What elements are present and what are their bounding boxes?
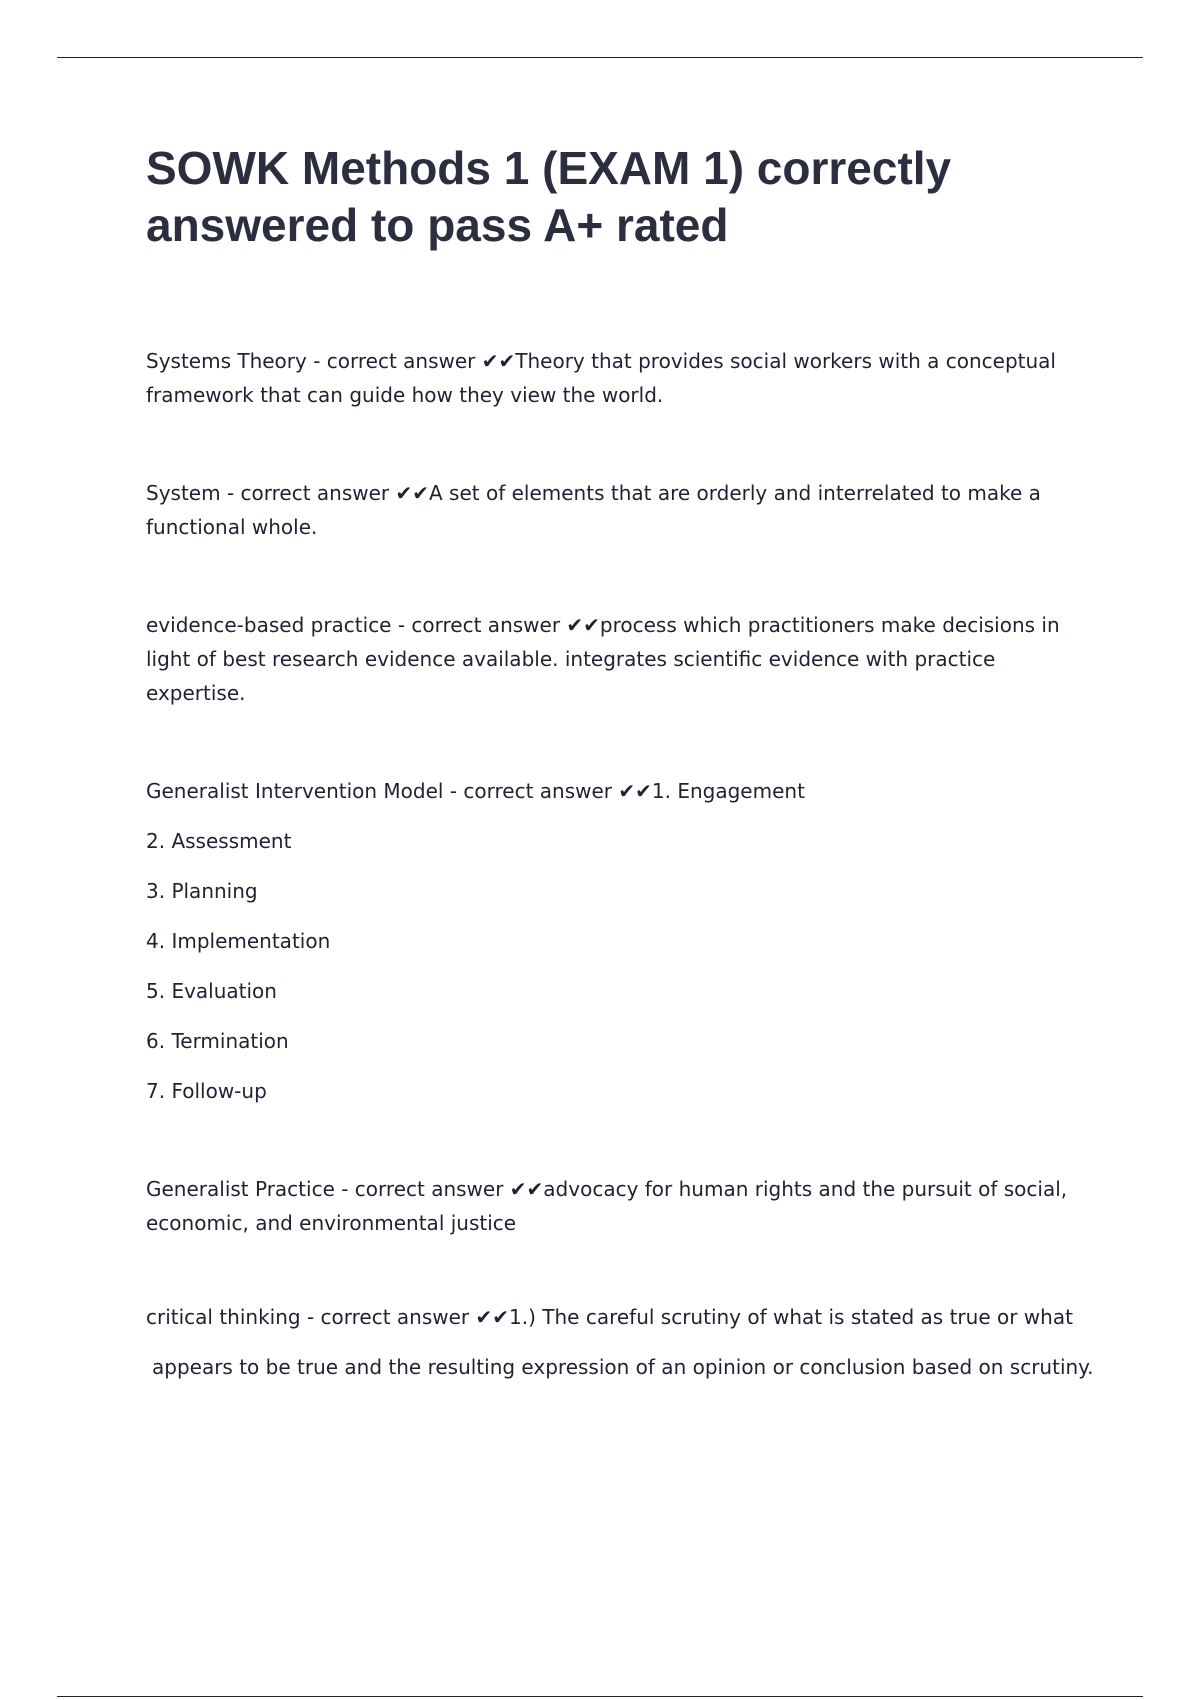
gim-step: 5. Evaluation: [146, 979, 277, 1003]
entry-generalist-intervention-model: [146, 774, 1086, 1108]
gim-step: 7. Follow-up: [146, 1079, 267, 1103]
gim-heading: Generalist Intervention Model - correct answer ✔✔1. Engagement: [146, 779, 805, 803]
document-body: [146, 140, 1094, 1384]
entry-system: System - correct answer ✔✔A set of elements that are orderly and interrelated to make a functional whole.: [146, 481, 1041, 539]
gim-step: 3. Planning: [146, 879, 258, 903]
gim-step: 6. Termination: [146, 1029, 289, 1053]
bottom-divider: [57, 1696, 1143, 1697]
gim-step: 2. Assessment: [146, 829, 292, 853]
entry-systems-theory: Systems Theory - correct answer ✔✔Theory that provides social workers with a conceptual framework that can guide how they view the world.: [146, 349, 1056, 407]
top-divider: [57, 57, 1143, 58]
entry-critical-thinking: [146, 1300, 1094, 1384]
entry-evidence-based-practice: evidence-based practice - correct answer ✔✔process which practitioners make decisions in light of best research evidence available. integrates scientific evidence with practice expertise.: [146, 613, 1060, 705]
critical-thinking-line-1: critical thinking - correct answer ✔✔1.) The careful scrutiny of what is stated as true or what: [146, 1305, 1073, 1329]
document-title: SOWK Methods 1 (EXAM 1) correctly answered to pass A+ rated: [146, 142, 952, 251]
entry-generalist-practice: Generalist Practice - correct answer ✔✔advocacy for human rights and the pursuit of social, economic, and environmental justice: [146, 1177, 1068, 1235]
critical-thinking-line-2: appears to be true and the resulting expression of an opinion or conclusion based on scrutiny.: [152, 1355, 1094, 1379]
gim-step: 4. Implementation: [146, 929, 331, 953]
